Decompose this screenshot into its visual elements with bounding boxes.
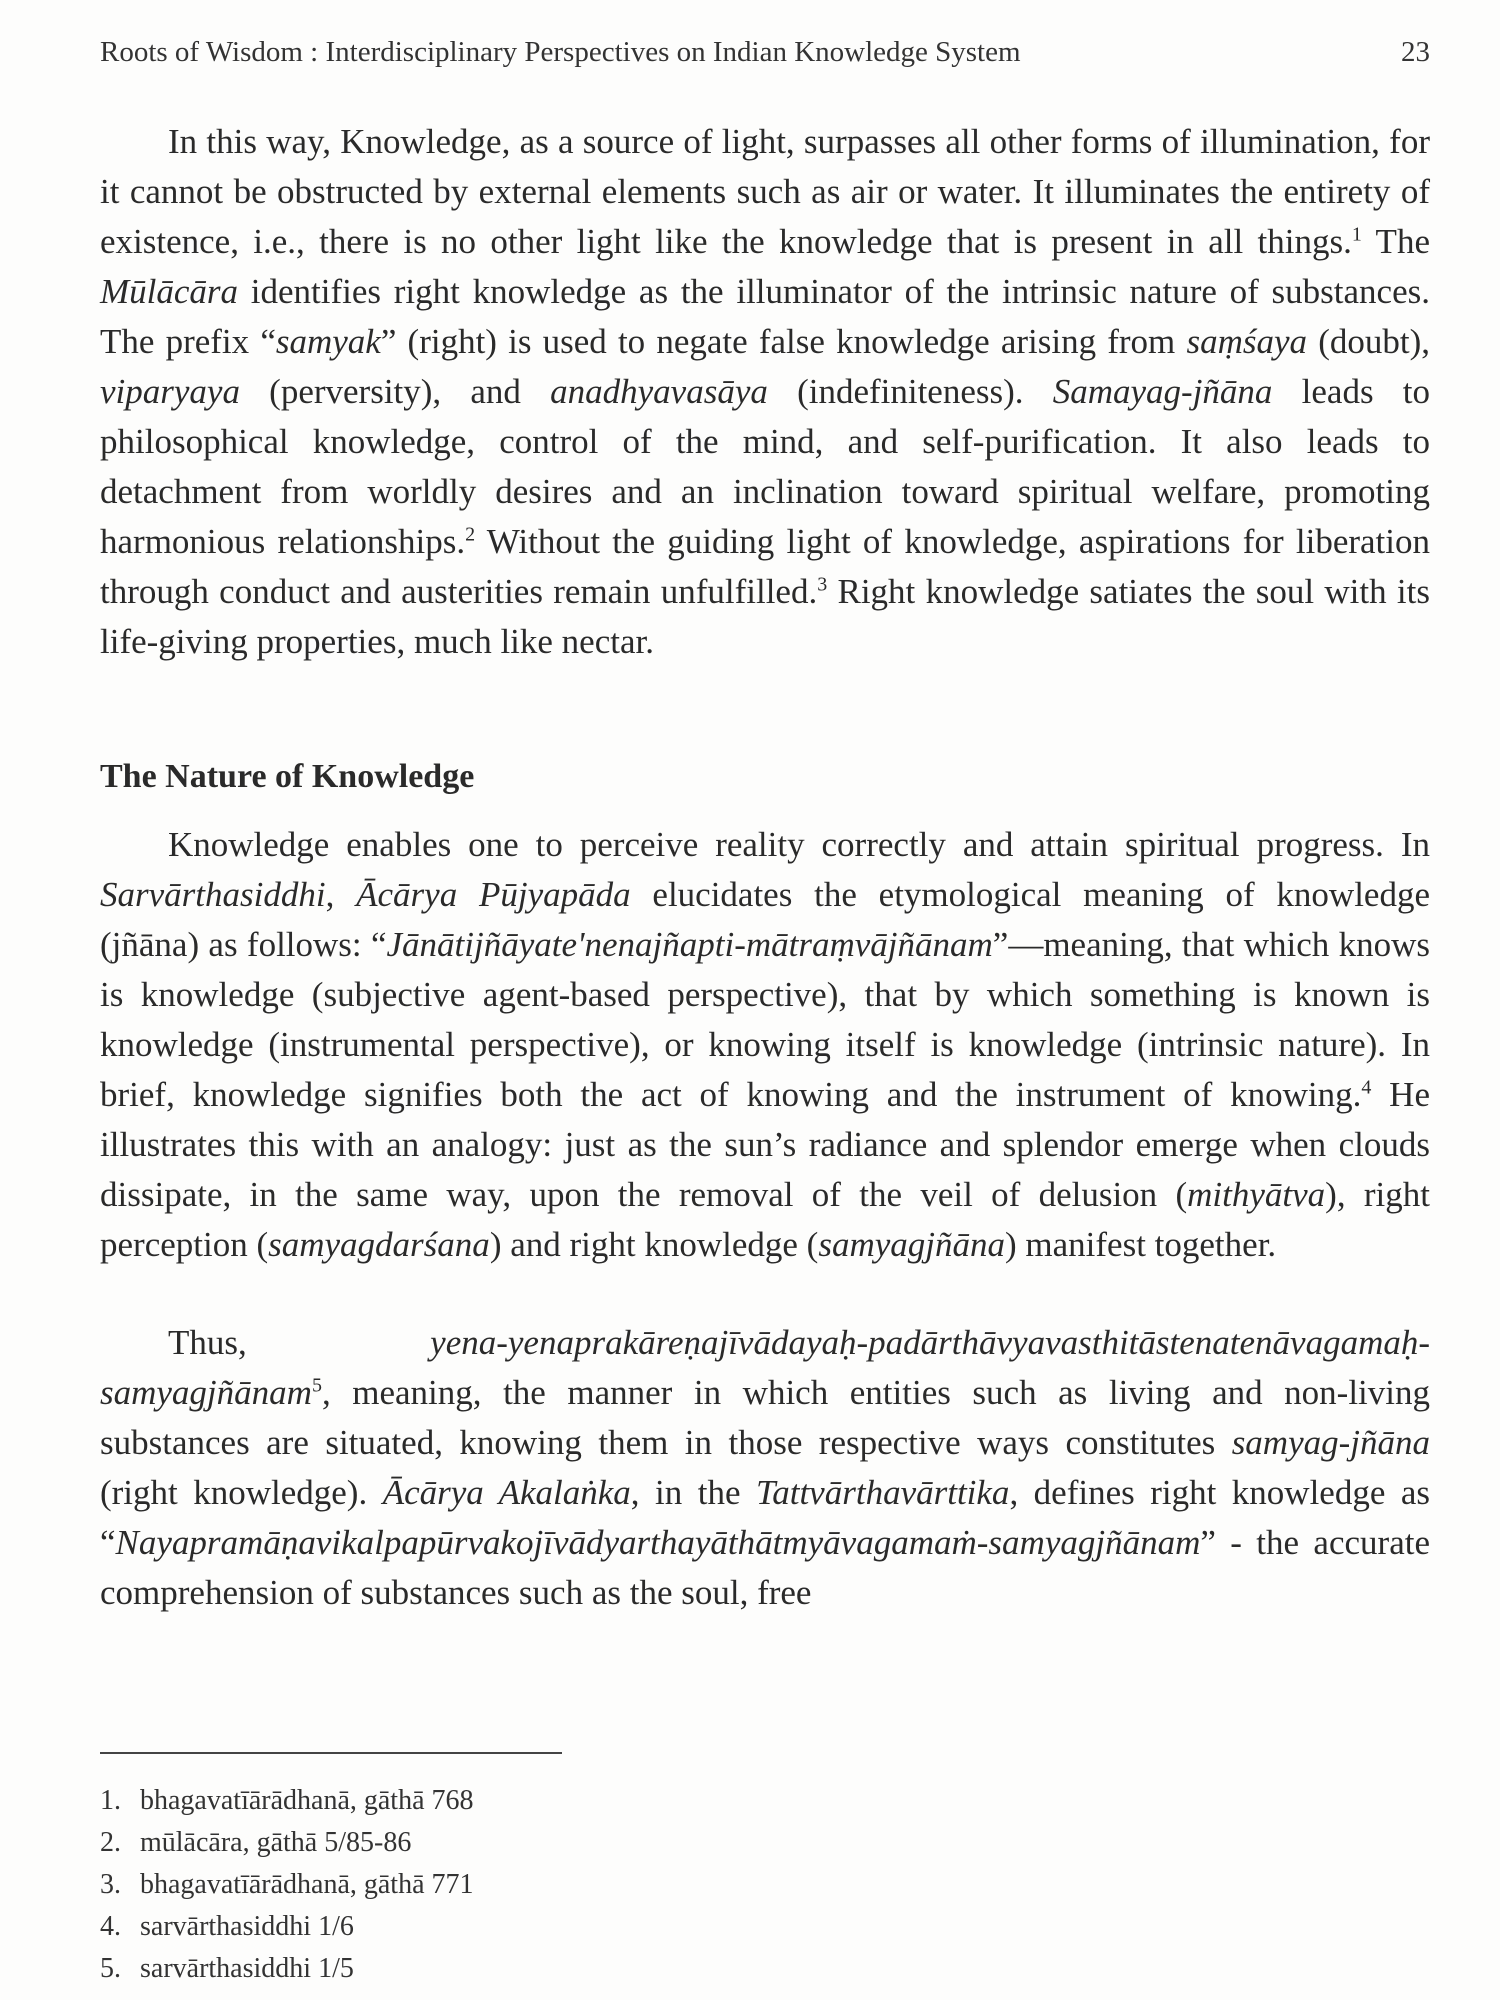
footnote-number: 2. bbox=[100, 1827, 121, 1858]
footnote-divider bbox=[100, 1752, 562, 1754]
term-sarvarthasiddhi: Sarvārthasiddhi bbox=[100, 875, 326, 914]
term-anadhyavasaya: anadhyavasāya bbox=[550, 372, 768, 411]
text-run: ” - the accurate comprehension of substances such as the soul, free bbox=[100, 1523, 1430, 1612]
text-run: He illustrates this with an analogy: just as the sun’s radiance and splendor emerge when clouds dissipate, in the same way, upon the removal of the veil of delusion ( bbox=[100, 1075, 1430, 1214]
footnote-ref-4[interactable]: 4 bbox=[1361, 1076, 1372, 1099]
text-run: identifies right knowledge as the illuminator of the intrinsic nature of substances. The prefix “ bbox=[100, 272, 1430, 361]
running-header bbox=[100, 36, 1430, 69]
text-run: ” (right) is used to negate false knowledge arising from bbox=[380, 322, 1187, 361]
text-run: In this way, Knowledge, as a source of light, surpasses all other forms of illumination, for it cannot be obstructed by external elements such as air or water. It illuminates the entirety of existence, i.e., there is no other light like the knowledge that is present in all things. bbox=[100, 122, 1430, 261]
footnote-text: bhagavatīārādhanā, gāthā 768 bbox=[140, 1785, 474, 1816]
paragraph-thus bbox=[100, 1318, 1430, 1618]
term-viparyaya: viparyaya bbox=[100, 372, 240, 411]
footnote-ref-1[interactable]: 1 bbox=[1351, 223, 1362, 246]
term-tattvarthavarttika: Tattvārthavārttika bbox=[755, 1473, 1010, 1512]
term-mithyatva: mithyātva bbox=[1187, 1175, 1326, 1214]
footnote-item bbox=[100, 1948, 474, 1990]
footnote-text: sarvārthasiddhi 1/6 bbox=[140, 1911, 354, 1942]
text-run: ) and right knowledge ( bbox=[489, 1225, 819, 1264]
footnote-text: mūlācāra, gāthā 5/85-86 bbox=[140, 1827, 412, 1858]
term-etymology-quote: Jānātijñāyate'nenajñapti-mātraṃvājñānam bbox=[386, 925, 993, 964]
text-run: ), right perception ( bbox=[100, 1175, 1430, 1264]
text-run: (doubt), bbox=[1307, 322, 1430, 361]
term-samsaya: saṃśaya bbox=[1186, 322, 1308, 361]
footnote-ref-2[interactable]: 2 bbox=[465, 523, 476, 546]
text-run: (indefiniteness). bbox=[767, 372, 1053, 411]
text-run: The bbox=[1361, 222, 1430, 261]
footnote-item bbox=[100, 1780, 474, 1822]
text-run: leads to philosophical knowledge, control of the mind, and self-purification. It also leads to detachment from worldly desires and an inclination toward spiritual welfare, promoting harmonious relationships. bbox=[100, 372, 1430, 561]
footnote-item bbox=[100, 1864, 474, 1906]
footnote-number: 4. bbox=[100, 1911, 121, 1942]
term-samyagdarsana: samyagdarśana bbox=[268, 1225, 490, 1264]
term-acarya-akalanka: Ācārya Akalaṅka bbox=[382, 1473, 631, 1512]
text-run: , in the bbox=[630, 1473, 756, 1512]
term-acarya-pujyapada: Ācārya Pūjyapāda bbox=[356, 875, 631, 914]
term-samyagjnana: samyagjñāna bbox=[818, 1225, 1005, 1264]
text-run: , defines right knowledge as “ bbox=[100, 1473, 1431, 1562]
text-run: ”—meaning, that which knows is knowledge (subjective agent-based perspective), that by which something is known is knowledge (instrumental perspective), or knowing itself is knowledge (intrinsic nature). In brief, knowledge signifies both the act of knowing and the instrument of knowing. bbox=[100, 925, 1430, 1114]
book-title: Roots of Wisdom : Interdisciplinary Perspectives on Indian Knowledge System bbox=[100, 36, 1021, 68]
term-samyak: samyak bbox=[275, 322, 381, 361]
text-run: , bbox=[325, 875, 357, 914]
footnote-text: bhagavatīārādhanā, gāthā 771 bbox=[140, 1869, 474, 1900]
footnote-item bbox=[100, 1822, 474, 1864]
footnote-number: 3. bbox=[100, 1869, 121, 1900]
paragraph-nature bbox=[100, 820, 1430, 1270]
text-run: , meaning, the manner in which entities such as living and non-living substances are situated, knowing them in those respective ways constitutes bbox=[100, 1373, 1430, 1462]
term-mulacara: Mūlācāra bbox=[100, 272, 239, 311]
footnote-list bbox=[100, 1780, 474, 1990]
footnote-ref-5[interactable]: 5 bbox=[311, 1374, 322, 1397]
page-number: 23 bbox=[1401, 36, 1430, 68]
paragraph-intro bbox=[100, 117, 1430, 667]
term-samyag-jnana: samyag-jñāna bbox=[1231, 1423, 1430, 1462]
text-run: Right knowledge satiates the soul with its life-giving properties, much like nectar. bbox=[100, 572, 1430, 661]
footnote-number: 1. bbox=[100, 1785, 121, 1816]
footnote-text: sarvārthasiddhi 1/5 bbox=[140, 1953, 354, 1984]
text-run: Without the guiding light of knowledge, aspirations for liberation through conduct and austerities remain unfulfilled. bbox=[100, 522, 1430, 611]
text-run: Thus, bbox=[168, 1323, 431, 1362]
text-run: ) manifest together. bbox=[1005, 1225, 1277, 1264]
footnote-number: 5. bbox=[100, 1953, 121, 1984]
term-yena-quote: yena-yenaprakāreṇajīvādayaḥ-padārthāvyavasthitāstenatenāvagamaḥ-samyagjñānam bbox=[100, 1323, 1430, 1412]
text-run: elucidates the etymological meaning of knowledge (jñāna) as follows: “ bbox=[100, 875, 1430, 964]
text-run: (right knowledge). bbox=[100, 1473, 383, 1512]
term-samayag-jnana: Samayag-jñāna bbox=[1052, 372, 1273, 411]
text-run: (perversity), and bbox=[239, 372, 551, 411]
footnote-item bbox=[100, 1906, 474, 1948]
footnote-ref-3[interactable]: 3 bbox=[817, 573, 828, 596]
term-naya-quote: Nayapramāṇavikalpapūrvakojīvādyarthayāthātmyāvagamaṁ-samyagjñānam bbox=[115, 1523, 1201, 1562]
text-run: Knowledge enables one to perceive reality correctly and attain spiritual progress. In bbox=[168, 825, 1430, 864]
section-heading: The Nature of Knowledge bbox=[100, 758, 475, 795]
